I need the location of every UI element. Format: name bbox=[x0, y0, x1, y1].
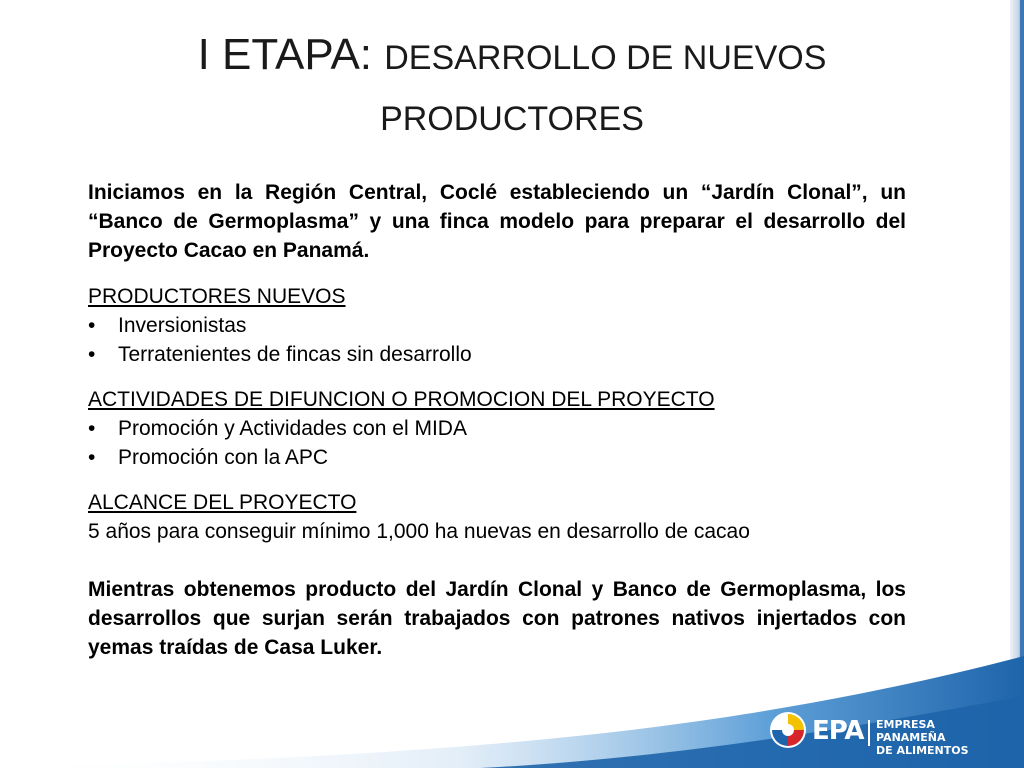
list-item bbox=[88, 443, 906, 472]
bullet-icon: • bbox=[88, 417, 96, 440]
slide-title bbox=[0, 28, 1024, 153]
logo-mark-icon bbox=[768, 710, 808, 750]
section-heading: ALCANCE DEL PROYECTO bbox=[88, 491, 357, 514]
list-item-text: Inversionistas bbox=[118, 314, 247, 337]
section-heading: ACTIVIDADES DE DIFUNCION O PROMOCION DEL PROYECTO bbox=[88, 388, 715, 411]
spacer bbox=[88, 546, 906, 575]
section-alcance bbox=[88, 488, 906, 546]
slide-body bbox=[88, 178, 906, 679]
bullet-icon: • bbox=[88, 343, 96, 366]
list-item bbox=[88, 311, 906, 340]
intro-paragraph: Iniciamos en la Región Central, Coclé estableciendo un “Jardín Clonal”, un “Banco de Germoplasma” y una finca modelo para preparar el desarrollo del Proyecto Cacao en Panamá. bbox=[88, 181, 906, 262]
logo-name-line1: EMPRESA PANAMEÑA bbox=[876, 718, 946, 744]
logo-divider bbox=[868, 720, 870, 746]
logo-acronym: EPA bbox=[812, 716, 864, 746]
list-item bbox=[88, 340, 906, 369]
section-text: 5 años para conseguir mínimo 1,000 ha nuevas en desarrollo de cacao bbox=[88, 520, 750, 543]
list-item-text: Promoción con la APC bbox=[118, 446, 329, 469]
title-line2: PRODUCTORES bbox=[380, 100, 644, 138]
logo-company-name bbox=[876, 718, 1008, 757]
title-main: DESARROLLO DE NUEVOS bbox=[384, 39, 827, 77]
list-item-text: Terratenientes de fincas sin desarrollo bbox=[118, 343, 472, 366]
list-item bbox=[88, 414, 906, 443]
list-item-text: Promoción y Actividades con el MIDA bbox=[118, 417, 467, 440]
section-heading: PRODUCTORES NUEVOS bbox=[88, 285, 346, 308]
section-productores bbox=[88, 282, 906, 369]
bullet-icon: • bbox=[88, 446, 96, 469]
section-actividades bbox=[88, 385, 906, 472]
bullet-icon: • bbox=[88, 314, 96, 337]
title-prefix: I ETAPA: bbox=[197, 30, 385, 79]
company-logo bbox=[768, 706, 1008, 762]
logo-name-line2: DE ALIMENTOS bbox=[876, 744, 969, 757]
closing-paragraph: Mientras obtenemos producto del Jardín Clonal y Banco de Germoplasma, los desarrollos que surjan serán trabajados con patrones nativos injertados con yemas traídas de Casa Luker. bbox=[88, 578, 906, 659]
